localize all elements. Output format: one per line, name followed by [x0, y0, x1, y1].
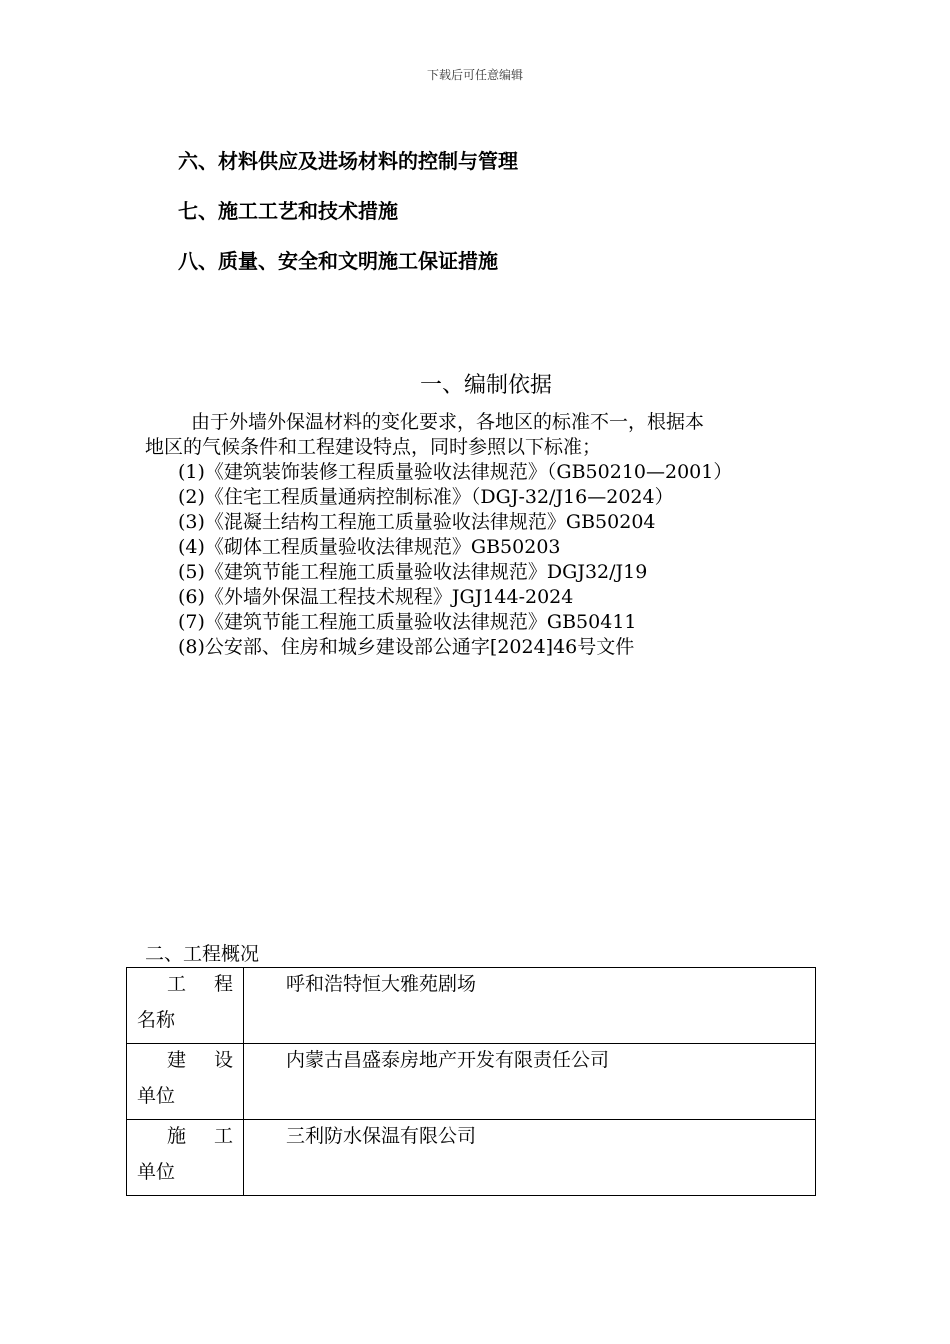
standard-item-7: (7)《建筑节能工程施工质量验收法律规范》GB50411	[178, 611, 637, 633]
label-char: 工	[213, 1125, 233, 1147]
label-cell	[127, 1120, 244, 1196]
intro-line-2: 地区的气候条件和工程建设特点，同时参照以下标准；	[145, 436, 602, 458]
table-row	[127, 1044, 816, 1120]
intro-line-1: 由于外墙外保温材料的变化要求，各地区的标准不一，根据本	[191, 411, 705, 433]
label-suffix: 名称	[137, 1009, 176, 1031]
label-cell	[127, 1044, 244, 1120]
standard-item-6: (6)《外墙外保温工程技术规程》JGJ144-2024	[178, 586, 574, 608]
table-row	[127, 1120, 816, 1196]
standard-item-8: (8)公安部、住房和城乡建设部公通字[2024]46号文件	[178, 636, 635, 658]
contractor-value: 三利防水保温有限公司	[286, 1125, 477, 1147]
toc-item-6: 六、材料供应及进场材料的控制与管理	[178, 149, 518, 173]
label-char: 设	[213, 1049, 233, 1071]
section-title-basis: 一、编制依据	[420, 373, 553, 398]
standard-item-4: (4)《砌体工程质量验收法律规范》GB50203	[178, 536, 561, 558]
label-suffix: 单位	[137, 1161, 176, 1183]
label-char: 程	[213, 973, 233, 995]
table-row	[127, 968, 816, 1044]
label-cell	[127, 968, 244, 1044]
standard-item-5: (5)《建筑节能工程施工质量验收法律规范》DGJ32/J19	[178, 561, 648, 583]
label-suffix: 单位	[137, 1085, 176, 1107]
toc-item-7: 七、施工工艺和技术措施	[178, 199, 398, 223]
value-cell	[244, 1120, 816, 1196]
section-title-overview: 二、工程概况	[145, 943, 260, 965]
standard-item-3: (3)《混凝土结构工程施工质量验收法律规范》GB50204	[178, 511, 656, 533]
label-char: 施	[167, 1125, 187, 1147]
developer-value: 内蒙古昌盛泰房地产开发有限责任公司	[286, 1049, 610, 1071]
label-char: 工	[167, 973, 187, 995]
standard-item-2: (2)《住宅工程质量通病控制标准》（DGJ-32/J16—2024）	[178, 486, 674, 508]
value-cell	[244, 1044, 816, 1120]
standard-item-1: (1)《建筑装饰装修工程质量验收法律规范》（GB50210—2001）	[178, 461, 733, 483]
project-name-value: 呼和浩特恒大雅苑剧场	[286, 973, 477, 995]
value-cell	[244, 968, 816, 1044]
project-info-table	[126, 967, 816, 1196]
header-note: 下载后可任意编辑	[426, 68, 523, 82]
toc-item-8: 八、质量、安全和文明施工保证措施	[178, 249, 498, 273]
label-char: 建	[167, 1049, 187, 1071]
